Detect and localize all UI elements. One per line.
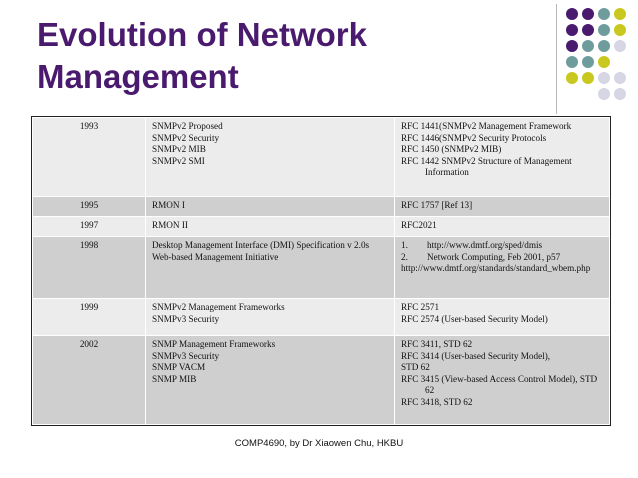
ref-line xyxy=(401,252,603,264)
ref-text: RFC 2574 (User-based Security Model) xyxy=(401,313,548,324)
ref-text: RFC 1441(SNMPv2 Management Framework xyxy=(401,121,572,131)
table-row xyxy=(33,237,610,299)
item-text: SNMP VACM xyxy=(152,362,206,372)
decorative-dot xyxy=(614,40,626,52)
item-text: SNMPv3 Security xyxy=(152,350,220,361)
decorative-dot xyxy=(582,40,594,52)
items-cell xyxy=(146,336,395,425)
ref-text: RFC 3418, STD 62 xyxy=(401,396,473,407)
refs-cell xyxy=(395,299,610,336)
decorative-dot xyxy=(598,40,610,52)
ref-text: RFC 1446(SNMPv2 Security Protocols xyxy=(401,132,547,143)
list-number: 2. xyxy=(401,251,408,262)
decorative-dot xyxy=(582,72,594,84)
ref-text: RFC 2571 xyxy=(401,302,440,312)
table-row xyxy=(33,197,610,217)
decorative-dot xyxy=(582,8,594,20)
table-row xyxy=(33,336,610,425)
ref-text: http://www.dmtf.org/standards/standard_wbem.php xyxy=(401,263,591,273)
item-text: SNMP MIB xyxy=(152,373,197,384)
decorative-dot xyxy=(614,88,626,100)
item-text: SNMPv2 Security xyxy=(152,132,220,143)
refs-cell xyxy=(395,217,610,237)
ref-text: RFC 3414 (User-based Security Model), xyxy=(401,350,551,361)
table-row xyxy=(33,217,610,237)
item-text: Desktop Management Interface (DMI) Specification v 2.0s xyxy=(152,240,370,250)
ref-line xyxy=(401,240,603,252)
items-cell xyxy=(146,118,395,197)
year-cell: 1998 xyxy=(33,237,146,299)
ref-text: http://www.dmtf.org/sped/dmis xyxy=(427,240,543,250)
decorative-dot xyxy=(598,88,610,100)
year-cell: 1997 xyxy=(33,217,146,237)
decorative-divider xyxy=(556,4,557,114)
item-text: Web-based Management Initiative xyxy=(152,251,279,262)
list-number: 1. xyxy=(401,240,408,250)
year-cell: 1993 xyxy=(33,118,146,197)
evolution-table xyxy=(32,117,610,425)
ref-text: RFC 1757 [Ref 13] xyxy=(401,200,473,210)
ref-text: RFC2021 xyxy=(401,220,437,230)
table-row xyxy=(33,118,610,197)
item-text: SNMPv3 Security xyxy=(152,313,220,324)
slide-title: Evolution of Network Management xyxy=(37,16,367,95)
item-text: SNMP Management Frameworks xyxy=(152,339,276,349)
ref-text: RFC 3415 (View-based Access Control Model), STD xyxy=(401,373,598,384)
ref-text: RFC 3411, STD 62 xyxy=(401,339,473,349)
item-text: SNMPv2 Management Frameworks xyxy=(152,302,285,312)
ref-text: 62 xyxy=(425,385,435,395)
decorative-dot xyxy=(598,8,610,20)
decorative-dot xyxy=(566,8,578,20)
decorative-dot xyxy=(598,24,610,36)
decorative-dot xyxy=(598,56,610,68)
decorative-dot xyxy=(582,24,594,36)
table-row xyxy=(33,299,610,336)
year-cell: 1999 xyxy=(33,299,146,336)
ref-text: Network Computing, Feb 2001, p57 xyxy=(427,251,561,262)
year-cell: 2002 xyxy=(33,336,146,425)
items-cell xyxy=(146,299,395,336)
decorative-dot xyxy=(566,72,578,84)
slide-footer: COMP4690, by Dr Xiaowen Chu, HKBU xyxy=(234,438,404,449)
refs-cell xyxy=(395,237,610,299)
ref-text: RFC 1442 SNMPv2 Structure of Management xyxy=(401,155,572,166)
refs-cell xyxy=(395,336,610,425)
decorative-dot xyxy=(614,24,626,36)
decorative-dot xyxy=(566,24,578,36)
item-text: SNMPv2 SMI xyxy=(152,155,205,166)
decorative-dot xyxy=(566,56,578,68)
item-text: SNMPv2 Proposed xyxy=(152,121,223,131)
refs-cell xyxy=(395,118,610,197)
decorative-dot xyxy=(582,56,594,68)
items-cell xyxy=(146,217,395,237)
items-cell xyxy=(146,197,395,217)
ref-text: RFC 1450 (SNMPv2 MIB) xyxy=(401,144,502,154)
decorative-dot xyxy=(614,72,626,84)
decorative-dot xyxy=(598,72,610,84)
ref-text: Information xyxy=(425,167,469,177)
item-text: RMON I xyxy=(152,200,185,210)
items-cell xyxy=(146,237,395,299)
year-cell: 1995 xyxy=(33,197,146,217)
ref-text: STD 62 xyxy=(401,362,430,372)
decorative-dot xyxy=(566,40,578,52)
item-text: RMON II xyxy=(152,220,188,230)
item-text: SNMPv2 MIB xyxy=(152,144,206,154)
decorative-dot xyxy=(614,8,626,20)
decorative-dot-grid xyxy=(566,8,634,108)
refs-cell xyxy=(395,197,610,217)
